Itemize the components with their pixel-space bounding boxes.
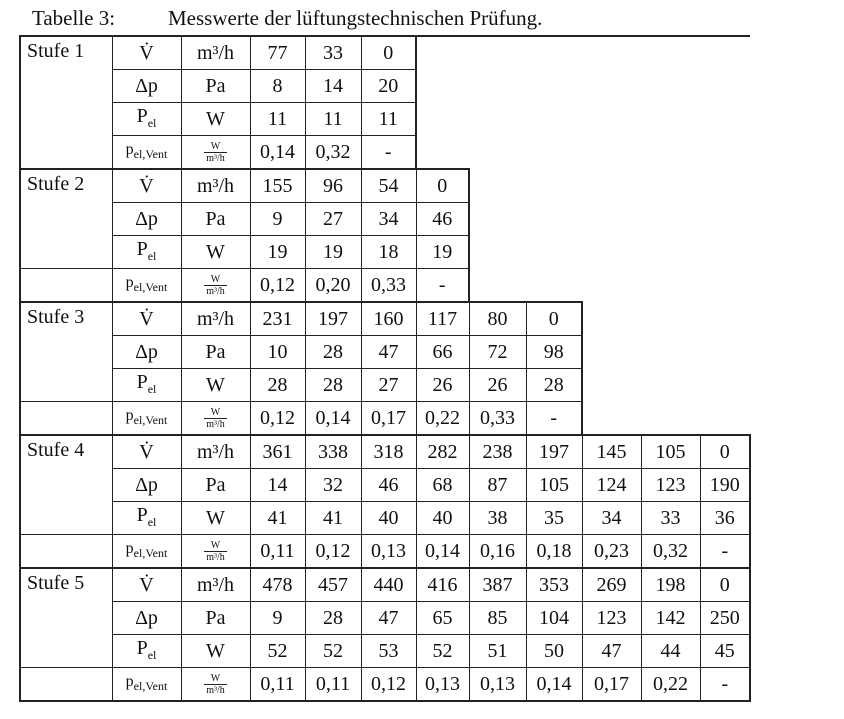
- symbol-cell-pressure: Δp: [112, 70, 181, 103]
- table-row: [20, 435, 750, 469]
- symbol-cell-power: $P_{el}$: [112, 236, 181, 269]
- value-cell: -: [416, 269, 469, 303]
- value-cell: 117: [416, 302, 469, 336]
- table-row: [20, 535, 750, 569]
- value-cell: 19: [305, 236, 361, 269]
- value-cell: 0: [526, 302, 582, 336]
- table-row: [20, 70, 750, 103]
- value-cell: 361: [250, 435, 305, 469]
- unit-cell-power: W: [181, 103, 250, 136]
- unit-cell-specific: [181, 136, 250, 170]
- unit-cell-power: W: [181, 369, 250, 402]
- table-caption: [32, 6, 542, 30]
- value-cell: 197: [526, 435, 582, 469]
- unit-cell-flow: m³/h: [181, 169, 250, 203]
- value-cell: 35: [526, 502, 582, 535]
- unit-cell-flow: m³/h: [181, 36, 250, 70]
- symbol-subscript: el,Vent: [133, 546, 168, 561]
- empty-area: [582, 302, 750, 336]
- table-row: [20, 402, 750, 436]
- symbol-subscript: el: [147, 514, 157, 529]
- table-row: [20, 369, 750, 402]
- value-cell: 53: [361, 635, 416, 668]
- stufe-label: Stufe 3: [20, 302, 112, 402]
- value-cell: 20: [361, 70, 416, 103]
- value-cell: 51: [469, 635, 526, 668]
- value-cell: 387: [469, 568, 526, 602]
- value-cell: 14: [250, 469, 305, 502]
- value-cell: 318: [361, 435, 416, 469]
- stufe-label: Stufe 1: [20, 36, 112, 169]
- symbol-cell-flow: V̇: [112, 169, 181, 203]
- value-cell: 33: [641, 502, 700, 535]
- value-cell: 0: [700, 435, 750, 469]
- value-cell: 34: [582, 502, 641, 535]
- value-cell: 10: [250, 336, 305, 369]
- value-cell: 18: [361, 236, 416, 269]
- value-cell: 8: [250, 70, 305, 103]
- value-cell: 40: [361, 502, 416, 535]
- stufe-spacer: [20, 269, 112, 303]
- value-cell: 44: [641, 635, 700, 668]
- value-cell: 68: [416, 469, 469, 502]
- value-cell: 0,12: [250, 269, 305, 303]
- stufe-spacer: [20, 668, 112, 702]
- table-row: [20, 602, 750, 635]
- value-cell: 11: [305, 103, 361, 136]
- value-cell: 14: [305, 70, 361, 103]
- value-cell: 26: [469, 369, 526, 402]
- symbol-cell-specific: $p_{el,Vent}$: [112, 668, 181, 702]
- value-cell: 250: [700, 602, 750, 635]
- value-cell: 0,13: [361, 535, 416, 569]
- symbol-cell-pressure: Δp: [112, 336, 181, 369]
- value-cell: 0,11: [250, 668, 305, 702]
- value-cell: 457: [305, 568, 361, 602]
- unit-fraction-numerator: W: [204, 673, 227, 685]
- unit-cell-flow: m³/h: [181, 435, 250, 469]
- value-cell: 46: [361, 469, 416, 502]
- unit-cell-flow: m³/h: [181, 568, 250, 602]
- value-cell: 0,13: [469, 668, 526, 702]
- value-cell: 0,22: [641, 668, 700, 702]
- unit-cell-specific: [181, 402, 250, 436]
- unit-cell-pressure: Pa: [181, 70, 250, 103]
- value-cell: 0,14: [416, 535, 469, 569]
- symbol-cell-power: $P_{el}$: [112, 369, 181, 402]
- value-cell: 269: [582, 568, 641, 602]
- unit-fraction: [204, 274, 227, 297]
- value-cell: 0,12: [361, 668, 416, 702]
- value-cell: 105: [526, 469, 582, 502]
- value-cell: 46: [416, 203, 469, 236]
- value-cell: 142: [641, 602, 700, 635]
- symbol-subscript: el,Vent: [133, 280, 168, 295]
- unit-cell-power: W: [181, 635, 250, 668]
- value-cell: 104: [526, 602, 582, 635]
- symbol-cell-flow: V̇: [112, 302, 181, 336]
- symbol-cell-power: $P_{el}$: [112, 103, 181, 136]
- value-cell: 0,12: [305, 535, 361, 569]
- unit-fraction-numerator: W: [204, 407, 227, 419]
- unit-fraction: [204, 673, 227, 696]
- value-cell: 190: [700, 469, 750, 502]
- value-cell: 85: [469, 602, 526, 635]
- value-cell: -: [700, 668, 750, 702]
- empty-area: [416, 70, 750, 103]
- unit-cell-pressure: Pa: [181, 203, 250, 236]
- value-cell: 96: [305, 169, 361, 203]
- table-row: [20, 502, 750, 535]
- value-cell: 198: [641, 568, 700, 602]
- symbol-cell-flow: V̇: [112, 435, 181, 469]
- value-cell: 47: [361, 602, 416, 635]
- value-cell: 124: [582, 469, 641, 502]
- table-row: [20, 668, 750, 702]
- symbol-subscript: el: [147, 248, 157, 263]
- value-cell: 47: [361, 336, 416, 369]
- value-cell: 0,22: [416, 402, 469, 436]
- symbol-subscript: el,Vent: [133, 413, 168, 428]
- empty-area: [416, 136, 750, 170]
- symbol-cell-specific: $p_{el,Vent}$: [112, 402, 181, 436]
- unit-cell-power: W: [181, 236, 250, 269]
- unit-cell-flow: m³/h: [181, 302, 250, 336]
- value-cell: 145: [582, 435, 641, 469]
- table-row: [20, 203, 750, 236]
- unit-fraction: [204, 141, 227, 164]
- caption-title: Messwerte der lüftungstechnischen Prüfung.: [168, 6, 543, 30]
- value-cell: 160: [361, 302, 416, 336]
- unit-fraction-numerator: W: [204, 274, 227, 286]
- value-cell: 0,13: [416, 668, 469, 702]
- value-cell: 197: [305, 302, 361, 336]
- unit-cell-specific: [181, 535, 250, 569]
- value-cell: 9: [250, 602, 305, 635]
- value-cell: 0,14: [305, 402, 361, 436]
- value-cell: 47: [582, 635, 641, 668]
- symbol-cell-specific: $p_{el,Vent}$: [112, 269, 181, 303]
- value-cell: 27: [361, 369, 416, 402]
- stufe-label: Stufe 5: [20, 568, 112, 668]
- value-cell: 32: [305, 469, 361, 502]
- value-cell: 98: [526, 336, 582, 369]
- value-cell: 26: [416, 369, 469, 402]
- unit-fraction-denominator: m³/h: [206, 684, 225, 696]
- table-row: [20, 568, 750, 602]
- value-cell: 238: [469, 435, 526, 469]
- value-cell: 72: [469, 336, 526, 369]
- unit-cell-power: W: [181, 502, 250, 535]
- empty-area: [582, 336, 750, 369]
- symbol-cell-power: $P_{el}$: [112, 502, 181, 535]
- value-cell: 0,32: [305, 136, 361, 170]
- table-row: [20, 635, 750, 668]
- symbol-subscript: el,Vent: [133, 147, 168, 162]
- value-cell: 41: [305, 502, 361, 535]
- unit-cell-pressure: Pa: [181, 469, 250, 502]
- empty-area: [416, 36, 750, 70]
- symbol-cell-flow: V̇: [112, 568, 181, 602]
- value-cell: 282: [416, 435, 469, 469]
- symbol-subscript: el: [147, 115, 157, 130]
- value-cell: 105: [641, 435, 700, 469]
- value-cell: 0,17: [361, 402, 416, 436]
- table-row: [20, 169, 750, 203]
- value-cell: 0,18: [526, 535, 582, 569]
- value-cell: 40: [416, 502, 469, 535]
- unit-fraction: [204, 407, 227, 430]
- value-cell: 0: [700, 568, 750, 602]
- stufe-spacer: [20, 535, 112, 569]
- empty-area: [469, 269, 750, 303]
- value-cell: 65: [416, 602, 469, 635]
- value-cell: 52: [250, 635, 305, 668]
- symbol-subscript: el,Vent: [133, 679, 168, 694]
- empty-area: [469, 236, 750, 269]
- value-cell: 27: [305, 203, 361, 236]
- empty-area: [582, 402, 750, 436]
- table-row: [20, 236, 750, 269]
- value-cell: 0,32: [641, 535, 700, 569]
- value-cell: 34: [361, 203, 416, 236]
- value-cell: 33: [305, 36, 361, 70]
- unit-fraction: [204, 540, 227, 563]
- symbol-cell-specific: $p_{el,Vent}$: [112, 136, 181, 170]
- table-row: [20, 302, 750, 336]
- value-cell: 28: [305, 369, 361, 402]
- value-cell: 0,12: [250, 402, 305, 436]
- symbol-cell-specific: $p_{el,Vent}$: [112, 535, 181, 569]
- value-cell: 0: [416, 169, 469, 203]
- empty-area: [469, 203, 750, 236]
- value-cell: 28: [526, 369, 582, 402]
- stufe-label: Stufe 2: [20, 169, 112, 269]
- value-cell: 19: [416, 236, 469, 269]
- value-cell: 231: [250, 302, 305, 336]
- stufe-spacer: [20, 402, 112, 436]
- unit-fraction-numerator: W: [204, 540, 227, 552]
- unit-cell-pressure: Pa: [181, 336, 250, 369]
- unit-fraction-denominator: m³/h: [206, 418, 225, 430]
- value-cell: 52: [416, 635, 469, 668]
- value-cell: 155: [250, 169, 305, 203]
- value-cell: 19: [250, 236, 305, 269]
- value-cell: 338: [305, 435, 361, 469]
- value-cell: -: [361, 136, 416, 170]
- unit-fraction-denominator: m³/h: [206, 551, 225, 563]
- symbol-cell-flow: V̇: [112, 36, 181, 70]
- value-cell: 416: [416, 568, 469, 602]
- value-cell: 11: [250, 103, 305, 136]
- table-row: [20, 103, 750, 136]
- unit-fraction-denominator: m³/h: [206, 285, 225, 297]
- stufe-label: Stufe 4: [20, 435, 112, 535]
- value-cell: 0,33: [469, 402, 526, 436]
- value-cell: 0,11: [305, 668, 361, 702]
- value-cell: 0,33: [361, 269, 416, 303]
- value-cell: 28: [250, 369, 305, 402]
- measurement-table: [19, 35, 751, 702]
- value-cell: 0,17: [582, 668, 641, 702]
- value-cell: 80: [469, 302, 526, 336]
- value-cell: 123: [641, 469, 700, 502]
- value-cell: 440: [361, 568, 416, 602]
- symbol-subscript: el: [147, 647, 157, 662]
- empty-area: [469, 169, 750, 203]
- table-row: [20, 36, 750, 70]
- symbol-cell-pressure: Δp: [112, 602, 181, 635]
- empty-area: [416, 103, 750, 136]
- symbol-cell-pressure: Δp: [112, 469, 181, 502]
- value-cell: 38: [469, 502, 526, 535]
- symbol-cell-power: $P_{el}$: [112, 635, 181, 668]
- value-cell: 0,14: [526, 668, 582, 702]
- value-cell: 66: [416, 336, 469, 369]
- unit-fraction-numerator: W: [204, 141, 227, 153]
- unit-fraction-denominator: m³/h: [206, 152, 225, 164]
- value-cell: 0,23: [582, 535, 641, 569]
- value-cell: 41: [250, 502, 305, 535]
- value-cell: 36: [700, 502, 750, 535]
- value-cell: 87: [469, 469, 526, 502]
- table-row: [20, 336, 750, 369]
- value-cell: 77: [250, 36, 305, 70]
- unit-cell-pressure: Pa: [181, 602, 250, 635]
- value-cell: 0,20: [305, 269, 361, 303]
- value-cell: 54: [361, 169, 416, 203]
- value-cell: 0,16: [469, 535, 526, 569]
- value-cell: 45: [700, 635, 750, 668]
- value-cell: -: [700, 535, 750, 569]
- value-cell: -: [526, 402, 582, 436]
- value-cell: 28: [305, 336, 361, 369]
- value-cell: 0: [361, 36, 416, 70]
- symbol-subscript: el: [147, 381, 157, 396]
- value-cell: 0,11: [250, 535, 305, 569]
- table-row: [20, 269, 750, 303]
- value-cell: 9: [250, 203, 305, 236]
- value-cell: 0,14: [250, 136, 305, 170]
- value-cell: 50: [526, 635, 582, 668]
- value-cell: 28: [305, 602, 361, 635]
- value-cell: 52: [305, 635, 361, 668]
- value-cell: 11: [361, 103, 416, 136]
- symbol-cell-pressure: Δp: [112, 203, 181, 236]
- value-cell: 478: [250, 568, 305, 602]
- table-row: [20, 136, 750, 170]
- table-row: [20, 469, 750, 502]
- measurement-table-container: [19, 35, 749, 702]
- empty-area: [582, 369, 750, 402]
- caption-number: Tabelle 3:: [32, 6, 116, 30]
- unit-cell-specific: [181, 668, 250, 702]
- value-cell: 353: [526, 568, 582, 602]
- unit-cell-specific: [181, 269, 250, 303]
- value-cell: 123: [582, 602, 641, 635]
